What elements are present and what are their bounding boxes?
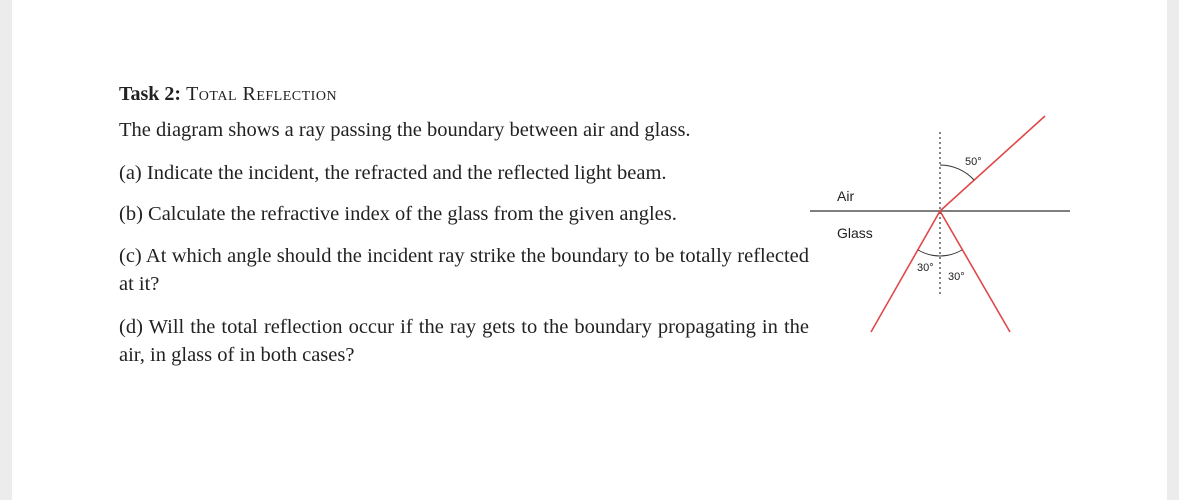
label-glass: Glass: [837, 225, 873, 241]
question-d: (d) Will the total reflection occur if the ray gets to the boundary propagating in the air, in glass of in both cases?: [119, 316, 809, 366]
document-page: [12, 0, 1167, 500]
question-a: (a) Indicate the incident, the refracted and the reflected light beam.: [119, 162, 667, 184]
task-label: Task 2:: [119, 83, 182, 105]
angle-arc-bottom-left: [918, 250, 940, 256]
ray-air: [940, 116, 1045, 211]
angle-arc-bottom-right: [940, 250, 962, 256]
angle-label-bottom-left: 30°: [917, 262, 934, 274]
question-c: (c) At which angle should the incident ray strike the boundary to be totally reflected at it?: [119, 245, 809, 295]
refraction-diagram: [805, 110, 1075, 345]
angle-label-bottom-right: 30°: [948, 271, 965, 283]
intro-text: The diagram shows a ray passing the boundary between air and glass.: [119, 119, 691, 141]
task-name: Total Reflection: [186, 83, 338, 105]
question-b: (b) Calculate the refractive index of the glass from the given angles.: [119, 203, 677, 225]
task-title: [119, 83, 337, 106]
label-air: Air: [837, 188, 855, 204]
angle-label-top: 50°: [965, 156, 982, 168]
